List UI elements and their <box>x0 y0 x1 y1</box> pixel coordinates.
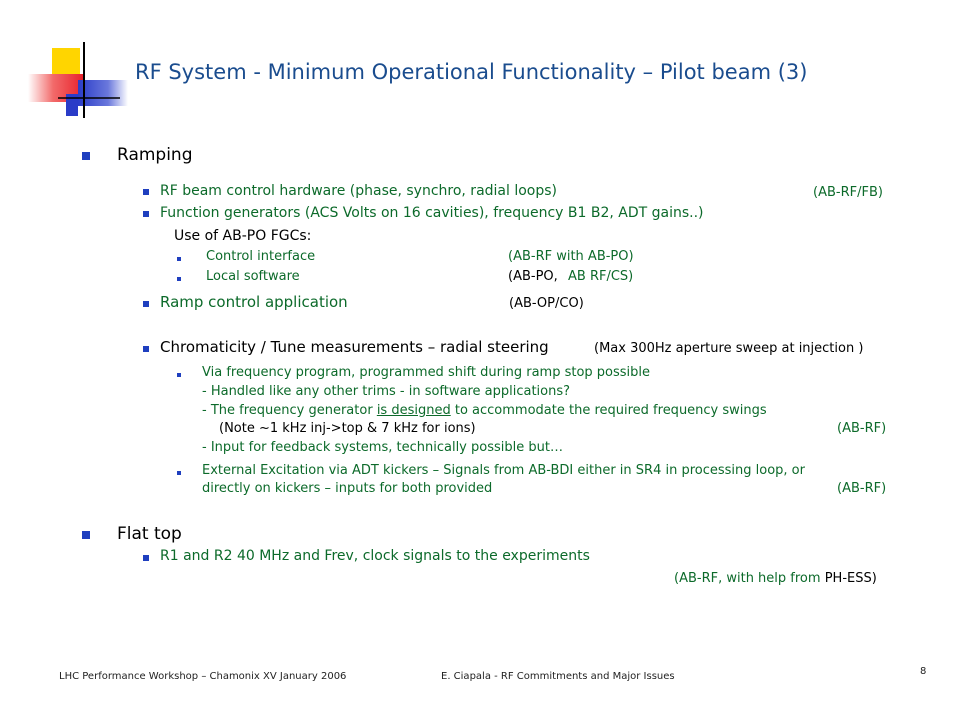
item-clock-signals-tag <box>674 571 877 586</box>
bullet-icon <box>82 152 90 160</box>
item-chromaticity: Chromaticity / Tune measurements – radial steering <box>160 338 549 356</box>
bullet-icon <box>143 301 149 307</box>
item-local-software: Local software <box>206 269 300 284</box>
item-local-software-tag-a: (AB-PO, <box>508 269 558 284</box>
item-rf-hardware: RF beam control hardware (phase, synchro, radial loops) <box>160 183 558 199</box>
item-external-excitation-line1: External Excitation via ADT kickers – Signals from AB-BDI either in SR4 in processing loop, or <box>202 463 805 478</box>
clock-tag-a: (AB-RF, with help from <box>674 571 821 586</box>
bullet-icon <box>143 211 149 217</box>
page-number: 8 <box>920 666 927 677</box>
item-control-interface-tag: (AB-RF with AB-PO) <box>508 249 634 264</box>
slide-title: RF System - Minimum Operational Functionality – Pilot beam (3) <box>135 60 808 84</box>
item-frequency-generator <box>202 403 767 418</box>
bullet-icon <box>82 531 90 539</box>
section-flat-top-heading: Flat top <box>117 524 182 544</box>
footer-left: LHC Performance Workshop – Chamonix XV January 2006 <box>59 671 347 682</box>
item-ramp-control: Ramp control application <box>160 293 348 311</box>
bullet-icon <box>177 373 181 377</box>
footer-center: E. Ciapala - RF Commitments and Major Issues <box>441 671 675 682</box>
bullet-icon <box>143 555 149 561</box>
item-chromaticity-note: (Max 300Hz aperture sweep at injection ) <box>594 341 864 356</box>
item-input-feedback: - Input for feedback systems, technically possible but… <box>202 440 563 455</box>
item-external-excitation-line2: directly on kickers – inputs for both provided <box>202 481 493 496</box>
bullet-icon <box>143 189 149 195</box>
item-via-frequency: Via frequency program, programmed shift during ramp stop possible <box>202 365 651 380</box>
clock-tag-b: PH-ESS) <box>824 571 877 586</box>
bullet-icon <box>177 471 181 475</box>
slide-logo <box>20 40 130 120</box>
freq-gen-text-underlined: is designed <box>376 403 451 418</box>
item-external-excitation-tag: (AB-RF) <box>837 481 887 496</box>
item-local-software-tag-b: AB RF/CS) <box>568 269 634 284</box>
item-rf-hardware-tag: (AB-RF/FB) <box>813 185 883 200</box>
item-function-generators: Function generators (ACS Volts on 16 cavities), frequency B1 B2, ADT gains..) <box>160 205 704 221</box>
item-control-interface: Control interface <box>206 249 316 264</box>
bullet-icon <box>143 346 149 352</box>
item-handled-trims: - Handled like any other trims - in software applications? <box>202 384 571 399</box>
item-clock-signals: R1 and R2 40 MHz and Frev, clock signals to the experiments <box>160 548 590 564</box>
bullet-icon <box>177 277 181 281</box>
item-frequency-note: (Note ~1 kHz inj->top & 7 kHz for ions) <box>219 421 476 436</box>
item-ramp-control-tag: (AB-OP/CO) <box>509 296 584 311</box>
freq-gen-text-a: - The frequency generator <box>202 403 373 418</box>
item-use-fgc: Use of AB-PO FGCs: <box>174 228 312 244</box>
logo-graphic <box>20 40 130 120</box>
section-ramping-heading: Ramping <box>117 145 193 165</box>
freq-gen-text-b: to accommodate the required frequency swings <box>454 403 767 418</box>
item-frequency-note-tag: (AB-RF) <box>837 421 887 436</box>
bullet-icon <box>177 257 181 261</box>
